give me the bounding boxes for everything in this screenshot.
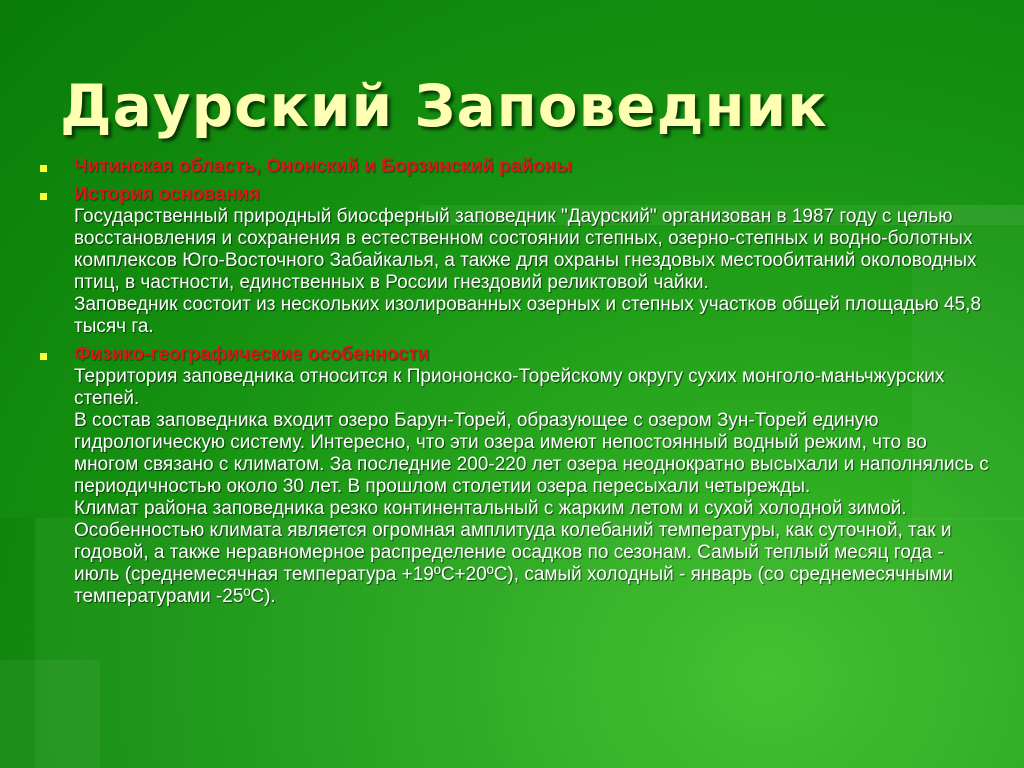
- decor-band: [0, 518, 35, 768]
- item-paragraph: Государственный природный биосферный заповедник "Даурский" организован в 1987 году с целью восстановления и сохранения в естественном состоянии степных, озерно-степных и водно-болотных комплексов Юго-Восточного Забайкалья, а также для охраны гнездовых местообитаний околоводных птиц, в частности, единственных в России гнездовий реликтовой чайки.: [74, 206, 977, 293]
- item-heading: Читинская область, Ононский и Борзинский районы: [74, 156, 573, 177]
- list-item-geography: [40, 344, 990, 608]
- bullet-square-icon: [40, 165, 47, 172]
- item-paragraph: Территория заповедника относится к Приононско-Торейскому округу сухих монголо-маньчжурских степей.: [74, 366, 945, 409]
- item-heading: История основания: [74, 184, 260, 205]
- list-item-location: [40, 156, 990, 178]
- decor-band: [0, 660, 100, 768]
- slide-title: Даурский Заповедник: [60, 72, 828, 140]
- bullet-square-icon: [40, 193, 47, 200]
- list-item-history: [40, 184, 990, 338]
- item-paragraph: Климат района заповедника резко континентальный с жарким летом и сухой холодной зимой. Особенностью климата является огромная амплитуда колебаний температуры, как суточной, так и годовой, а также неравномерное распределение осадков по сезонам. Самый теплый месяц года - июль (среднемесячная температура +19ºС+20ºС), самый холодный - январь (со среднемесячными температурами -25ºС).: [74, 498, 953, 607]
- bullet-square-icon: [40, 353, 47, 360]
- bullet-list: [40, 156, 990, 614]
- item-paragraph: В состав заповедника входит озеро Барун-Торей, образующее с озером Зун-Торей единую гидрологическую систему. Интересно, что эти озера имеют непостоянный водный режим, что во многом связано с климатом. За последние 200-220 лет озера неоднократно высыхали и наполнялись с периодичностью около 30 лет. В прошлом столетии озера пересыхали четырежды.: [74, 410, 989, 497]
- item-paragraph: Заповедник состоит из нескольких изолированных озерных и степных участков общей площадью 45,8 тысяч га.: [74, 294, 982, 337]
- item-heading: Физико-географические особенности: [74, 344, 430, 365]
